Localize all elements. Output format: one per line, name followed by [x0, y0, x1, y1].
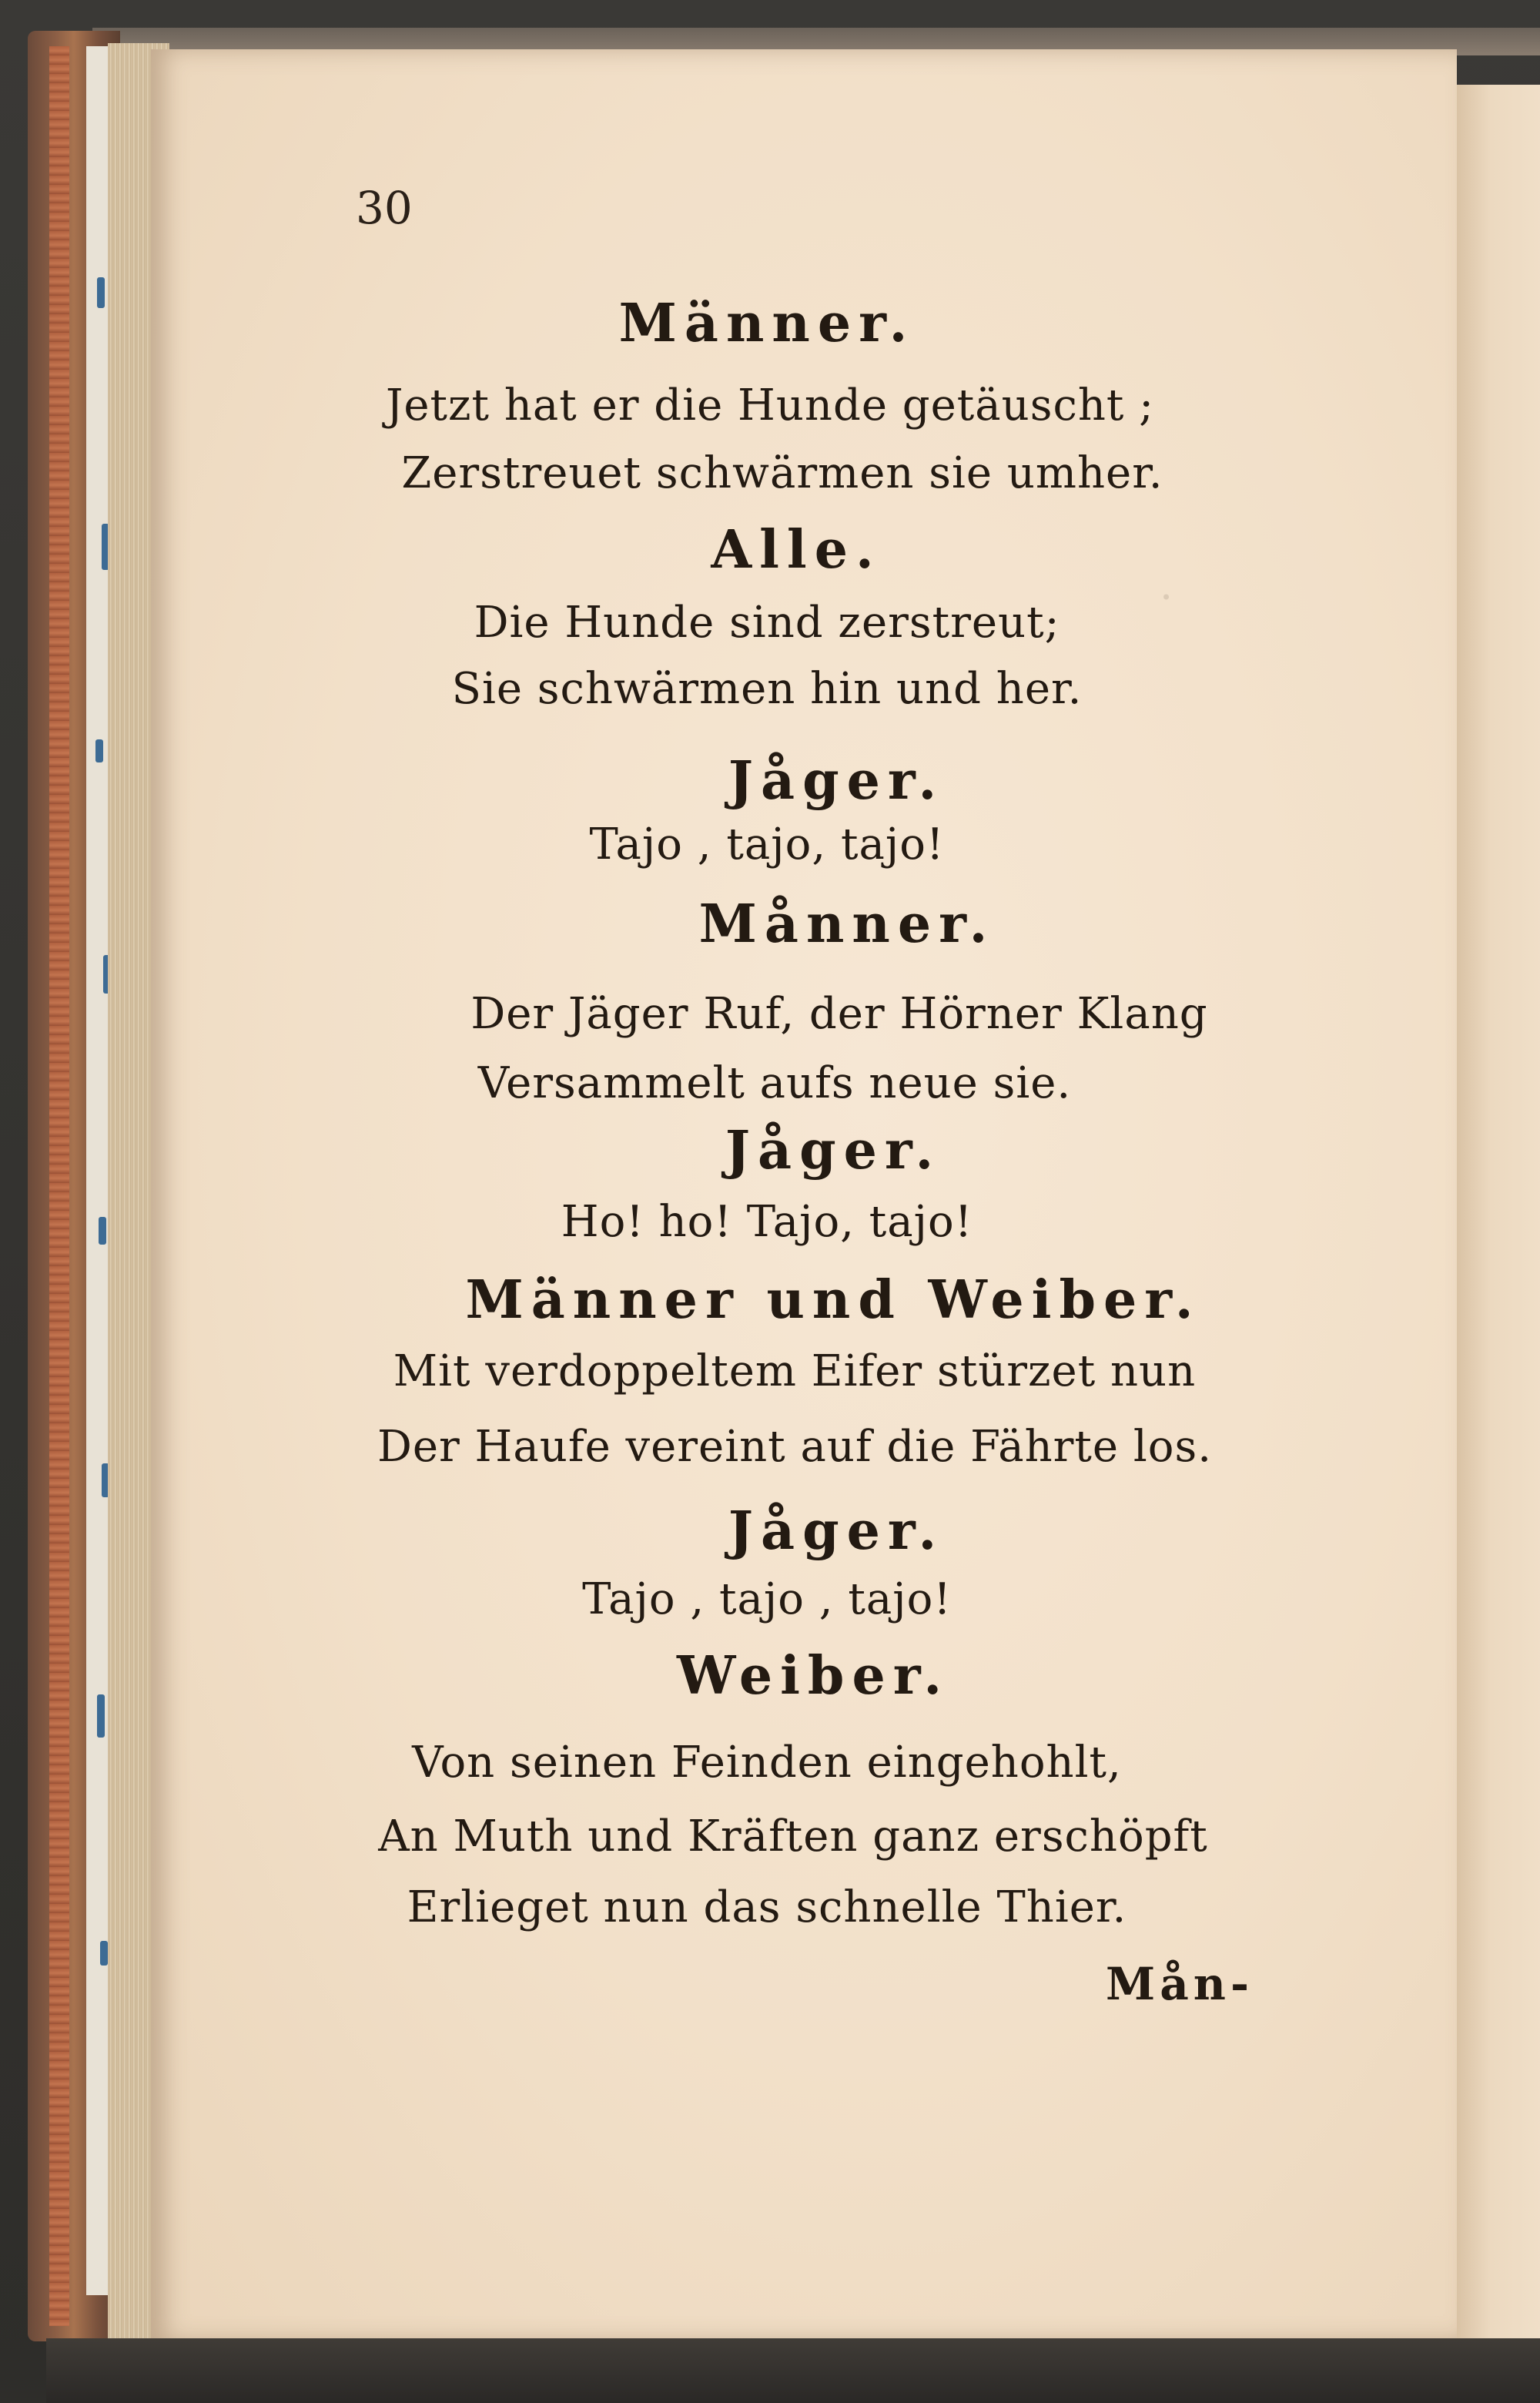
book-page: [151, 49, 1457, 2341]
page-number: 30: [356, 182, 413, 234]
verse-line: Zerstreuet schwärmen sie umher.: [401, 448, 1163, 498]
speaker-heading: Männer.: [618, 293, 916, 354]
endpaper-pattern-dot: [97, 1694, 105, 1738]
verse-line: Mit verdoppeltem Eifer stürzet nun: [393, 1346, 1197, 1396]
verse-line: Versammelt aufs neue sie.: [477, 1058, 1072, 1108]
speaker-heading: Månner.: [698, 893, 996, 955]
speaker-heading: Jåger.: [728, 1500, 945, 1562]
verse-line: Ho! ho! Tajo, tajo!: [561, 1197, 973, 1247]
endpaper-pattern-dot: [95, 739, 103, 762]
show-through-text: ·: [1160, 573, 1173, 622]
speaker-heading: Jåger.: [728, 750, 945, 812]
speaker-heading: Weiber.: [677, 1645, 949, 1707]
speaker-heading: Alle.: [711, 519, 882, 581]
catchword: Mån-: [1106, 1958, 1254, 2010]
verse-line: Jetzt hat er die Hunde getäuscht ;: [385, 380, 1155, 431]
verse-line: Der Haufe vereint auf die Fährte los.: [377, 1422, 1213, 1472]
verse-line: Die Hunde sind zerstreut;: [474, 598, 1060, 648]
verse-line: An Muth und Kräften ganz erschöpft: [378, 1811, 1208, 1862]
speaker-heading: Männer und Weiber.: [465, 1269, 1201, 1331]
verse-line: Tajo , tajo, tajo!: [589, 819, 945, 870]
verse-line: Von seinen Feinden eingehohlt,: [412, 1738, 1122, 1788]
bottom-cover-edge: [46, 2338, 1540, 2403]
endpaper-pattern-dot: [97, 277, 105, 308]
verse-line: Tajo , tajo , tajo!: [582, 1574, 952, 1624]
endpaper-pattern-dot: [99, 1217, 106, 1245]
verse-line: Der Jäger Ruf, der Hörner Klang: [470, 989, 1208, 1039]
endpaper-pattern-dot: [100, 1941, 108, 1966]
binding-cloth-stripe: [49, 46, 69, 2326]
verse-line: Erlieget nun das schnelle Thier.: [407, 1882, 1127, 1932]
facing-page-edge: [1454, 85, 1540, 2364]
speaker-heading: Jåger.: [725, 1120, 942, 1181]
verse-line: Sie schwärmen hin und her.: [451, 664, 1083, 714]
